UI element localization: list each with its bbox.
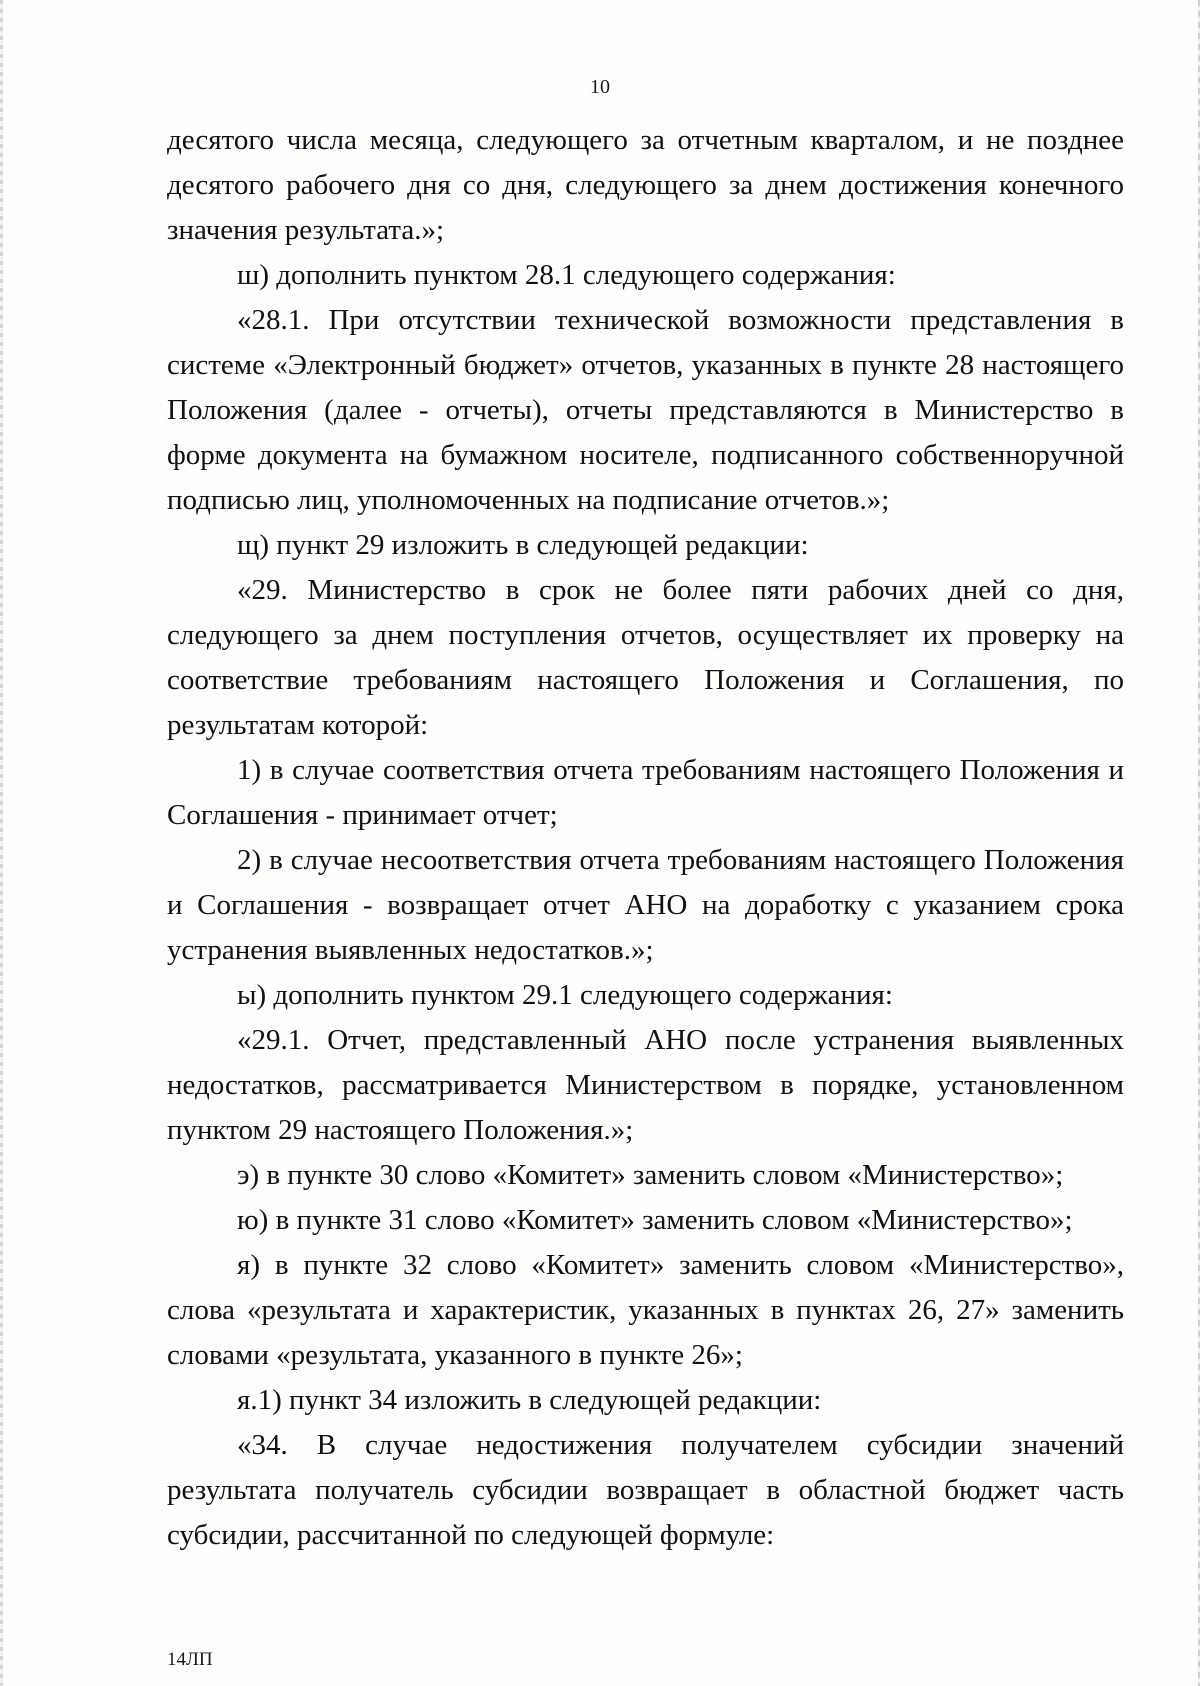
paragraph-clause-34: «34. В случае недостижения получателем субсидии значений результата получатель субсидии возвращает в областной бюджет часть субсидии, рассчитанной по следующей формуле: bbox=[167, 1429, 1124, 1551]
paragraph-amendment-yu: ю) в пункте 31 слово «Комитет» заменить словом «Министерство»; bbox=[237, 1204, 1073, 1236]
paragraph-amendment-ya: я) в пункте 32 слово «Комитет» заменить словом «Министерство», слова «результата и характеристик, указанных в пунктах 26, 27» заменить словами «результата, указанного в пункте 26»; bbox=[167, 1249, 1124, 1371]
paragraph-clause-28-1: «28.1. При отсутствии технической возможности представления в системе «Электронный бюджет» отчетов, указанных в пункте 28 настоящего Положения (далее - отчеты), отчеты представляются в Министерство в форме документа на бумажном носителе, подписанного собственноручной подписью лиц, уполномоченных на подписание отчетов.»; bbox=[167, 304, 1124, 516]
footer-document-code: 14ЛП bbox=[167, 1649, 213, 1670]
paragraph-amendment-e: э) в пункте 30 слово «Комитет» заменить словом «Министерство»; bbox=[237, 1159, 1064, 1191]
document-body bbox=[167, 118, 1124, 1558]
scan-edge-left bbox=[0, 0, 3, 1686]
paragraph-amendment-y: ы) дополнить пунктом 29.1 следующего содержания: bbox=[237, 979, 893, 1011]
paragraph-clause-29: «29. Министерство в срок не более пяти рабочих дней со дня, следующего за днем поступления отчетов, осуществляет их проверку на соответствие требованиям настоящего Положения и Соглашения, по результатам которой: bbox=[167, 574, 1124, 741]
page-number: 10 bbox=[590, 76, 610, 98]
paragraph-clause-29-1: «29.1. Отчет, представленный АНО после устранения выявленных недостатков, рассматривается Министерством в порядке, установленном пунктом 29 настоящего Положения.»; bbox=[167, 1024, 1124, 1146]
paragraph-amendment-shch: щ) пункт 29 изложить в следующей редакции: bbox=[237, 529, 809, 561]
paragraph-amendment-sh: ш) дополнить пунктом 28.1 следующего содержания: bbox=[237, 259, 896, 291]
paragraph-continuation: десятого числа месяца, следующего за отчетным кварталом, и не позднее десятого рабочего дня со дня, следующего за днем достижения конечного значения результата.»; bbox=[167, 124, 1124, 246]
paragraph-amendment-ya-1: я.1) пункт 34 изложить в следующей редакции: bbox=[237, 1384, 822, 1416]
paragraph-clause-29-item-2: 2) в случае несоответствия отчета требованиям настоящего Положения и Соглашения - возвращает отчет АНО на доработку с указанием срока устранения выявленных недостатков.»; bbox=[167, 844, 1124, 966]
paragraph-clause-29-item-1: 1) в случае соответствия отчета требованиям настоящего Положения и Соглашения - принимает отчет; bbox=[167, 754, 1124, 831]
